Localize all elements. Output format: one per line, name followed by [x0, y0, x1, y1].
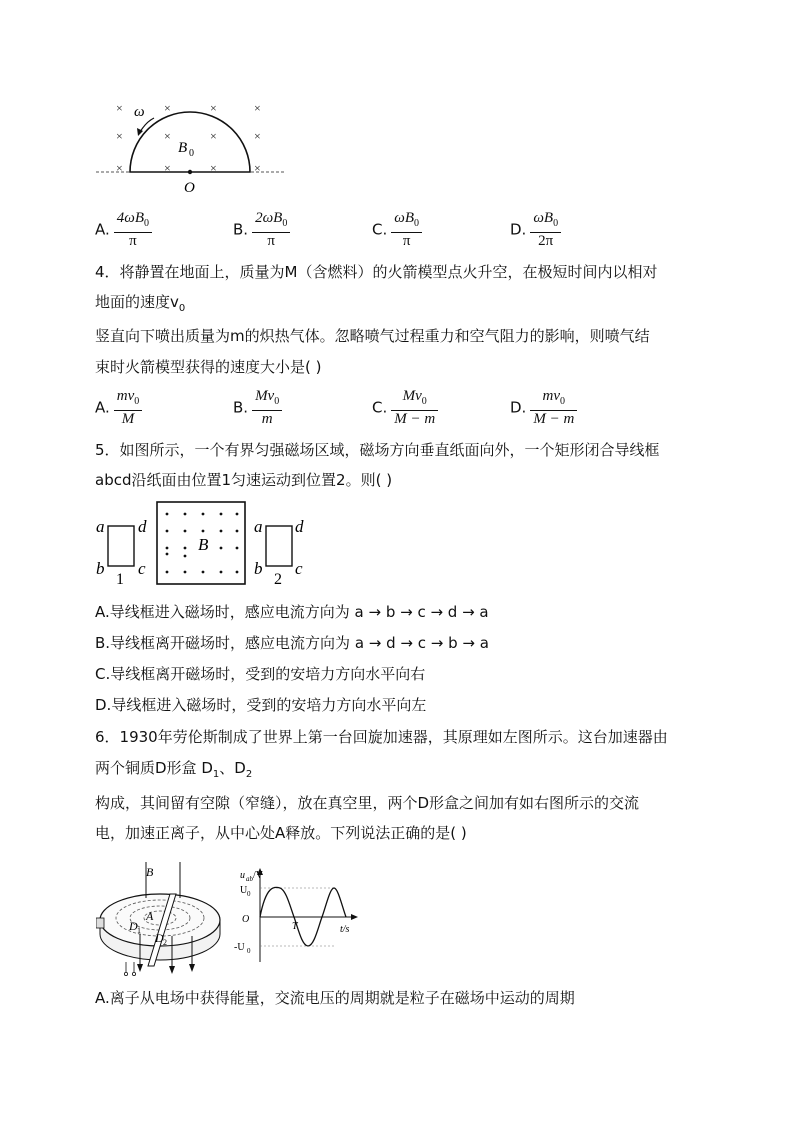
q6-line-4: 电，加速正离子，从中心处A释放。下列说法正确的是( )	[95, 824, 467, 842]
q5-line-2: abcd沿纸面由位置1匀速运动到位置2。则( )	[95, 471, 393, 489]
q5-option-d: D.导线框进入磁场时，受到的安培力方向水平向左	[95, 696, 427, 714]
q4-line-3: 竖直向下喷出质量为m的炽热气体。忽略喷气过程重力和空气阻力的影响，则喷气结	[95, 327, 650, 345]
frame-position-1	[108, 526, 134, 566]
svg-text:-U: -U	[234, 942, 245, 953]
cross-mark: ×	[254, 161, 261, 175]
svg-text:a: a	[254, 517, 263, 536]
svg-text:0: 0	[247, 890, 251, 898]
q4-line-2: 地面的速度$v_0$	[95, 293, 186, 314]
q4-line-4: 束时火箭模型获得的速度大小是( )	[95, 358, 322, 376]
svg-text:u: u	[240, 870, 245, 881]
cross-mark: ×	[164, 161, 171, 175]
cross-mark: ×	[210, 129, 217, 143]
center-dot	[188, 170, 192, 174]
svg-text:c: c	[295, 559, 303, 578]
svg-text:b: b	[254, 559, 263, 578]
svg-text:b: b	[96, 559, 105, 578]
svg-text:d: d	[295, 517, 304, 536]
svg-text:U: U	[240, 885, 248, 896]
svg-text:T: T	[292, 921, 298, 932]
cyclotron-figure	[96, 858, 226, 978]
cross-mark: ×	[210, 161, 217, 175]
q6-line-1: 6．1930年劳伦斯制成了世界上第一台回旋加速器，其原理如左图所示。这台加速器由	[95, 728, 668, 746]
cross-mark: ×	[210, 101, 217, 115]
svg-text:1: 1	[137, 926, 141, 935]
q6-line-3: 构成，其间留有空隙（窄缝），放在真空里，两个D形盒之间加有如右图所示的交流	[95, 794, 640, 812]
q5-option-c: C.导线框离开磁场时，受到的安培力方向水平向右	[95, 665, 426, 683]
q5-line-1: 5．如图所示，一个有界匀强磁场区域，磁场方向垂直纸面向外，一个矩形闭合导线框	[95, 441, 660, 459]
svg-text:0: 0	[247, 947, 251, 955]
svg-text:2: 2	[163, 938, 167, 947]
svg-text:A: A	[146, 909, 154, 923]
cross-mark: ×	[164, 129, 171, 143]
cross-mark: ×	[116, 129, 123, 143]
q6-option-a: A.离子从电场中获得能量，交流电压的周期就是粒子在磁场中运动的周期	[95, 989, 575, 1007]
semicircle-field-figure	[92, 96, 292, 200]
svg-text:1: 1	[116, 571, 124, 588]
voltage-graph	[234, 866, 364, 964]
field-label-sub: 0	[189, 148, 194, 159]
cross-mark: ×	[254, 129, 261, 143]
svg-text:B: B	[146, 865, 154, 879]
origin-label: O	[184, 180, 195, 196]
q5-figure	[92, 500, 312, 592]
q3-option-a: A. $\frac{4\omega B_0}{\pi}$	[95, 210, 152, 250]
field-label: B	[178, 140, 188, 156]
q4-option-c: C. $\frac{Mv_0}{M - m}$	[372, 388, 438, 428]
svg-text:/V: /V	[253, 870, 263, 881]
cross-mark: ×	[164, 101, 171, 115]
q6-line-2: 两个铜质D形盒 $D_1$、$D_2$	[95, 759, 253, 780]
cross-mark: ×	[116, 101, 123, 115]
q4-option-a: A. $\frac{mv_0}{M}$	[95, 388, 142, 428]
svg-text:t/s: t/s	[340, 924, 350, 935]
svg-text:O: O	[242, 914, 250, 925]
q4-option-d: D. $\frac{mv_0}{M - m}$	[510, 388, 577, 428]
cross-mark: ×	[116, 161, 123, 175]
svg-text:ab: ab	[246, 875, 253, 883]
svg-text:a: a	[96, 517, 105, 536]
q3-option-d: D. $\frac{\omega B_0}{2\pi}$	[510, 210, 561, 250]
semicircle	[130, 112, 250, 172]
q3-option-b: B. $\frac{2\omega B_0}{\pi}$	[233, 210, 290, 250]
svg-text:D: D	[155, 931, 164, 945]
q5-option-a: A.导线框进入磁场时，感应电流方向为 a → b → c → d → a	[95, 603, 489, 621]
frame-position-2	[266, 526, 292, 566]
svg-text:D: D	[129, 919, 138, 933]
field-B-label: B	[198, 535, 209, 554]
q3-option-c: C. $\frac{\omega B_0}{\pi}$	[372, 210, 422, 250]
svg-text:c: c	[138, 559, 146, 578]
omega-label: ω	[134, 104, 145, 120]
q4-line-1: 4．将静置在地面上，质量为M（含燃料）的火箭模型点火升空，在极短时间内以相对	[95, 263, 658, 281]
q5-option-b: B.导线框离开磁场时，感应电流方向为 a → d → c → b → a	[95, 634, 489, 652]
q4-option-b: B. $\frac{Mv_0}{m}$	[233, 388, 282, 428]
svg-text:2: 2	[274, 571, 282, 588]
cross-mark: ×	[254, 101, 261, 115]
svg-text:d: d	[138, 517, 147, 536]
